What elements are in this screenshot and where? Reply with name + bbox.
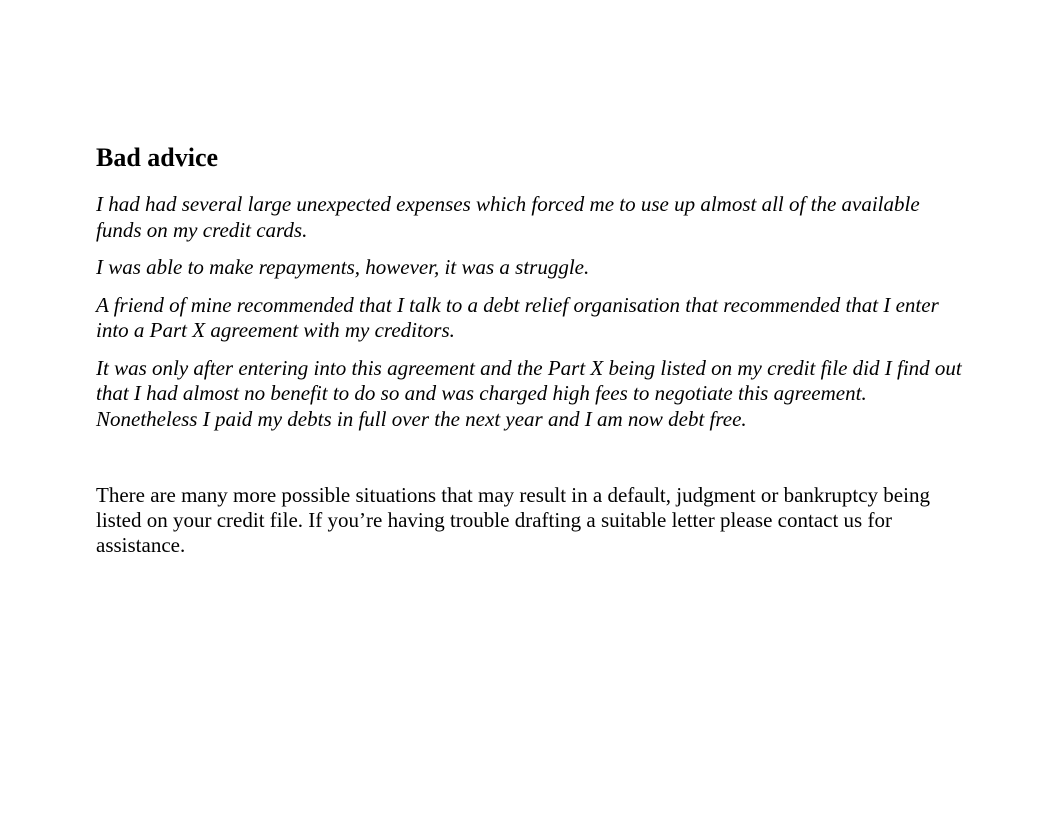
closing-note: There are many more possible situations that may result in a default, judgment or bankruptcy being listed on your credit file. If you’re having trouble drafting a suitable letter please contact us for assistance. xyxy=(96,483,930,557)
document-page xyxy=(96,141,968,558)
quote-paragraph: I had had several large unexpected expenses which forced me to use up almost all of the available funds on my credit cards. xyxy=(96,192,920,242)
section-heading: Bad advice xyxy=(96,143,219,172)
example-quote xyxy=(96,192,968,432)
quote-paragraph: A friend of mine recommended that I talk to a debt relief organisation that recommended that I enter into a Part X agreement with my creditors. xyxy=(96,292,939,342)
quote-paragraph: I was able to make repayments, however, it was a struggle. xyxy=(96,255,590,279)
quote-paragraph: It was only after entering into this agreement and the Part X being listed on my credit file did I find out that I had almost no benefit to do so and was charged high fees to negotiate this agreement. Nonetheless I paid my debts in full over the next year and I am now debt free. xyxy=(96,355,962,431)
